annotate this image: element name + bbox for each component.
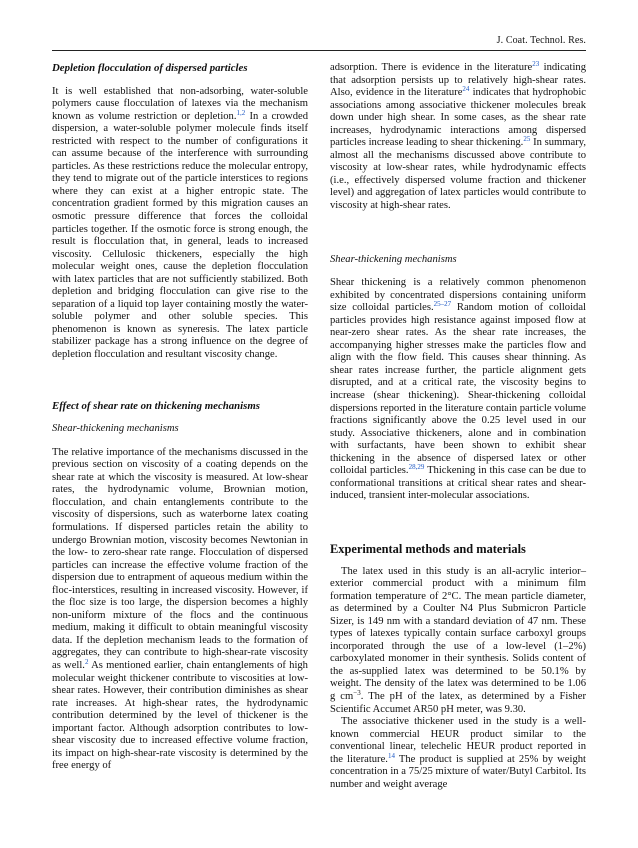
citation-link[interactable]: 28,29: [408, 463, 425, 472]
paragraph-latex: The latex used in this study is an all-acrylic interior–exterior commercial product with a minimum film formation temperature of 2°C. The mean particle diameter, as determined by a Coulter N4 Plus Submicron Particle Sizer, is 149 nm with a standard deviation of 47 nm. These types of latexes typically contain surface carboxyl groups incorporated through the use of a low-level (1–2%) carboxylated monomer in their synthesis. Solids content of the as-supplied latex was determined to be 50.1% by weight. The density of the latex was determined to be 1.06 g $cm^{-3}$. The pH of the latex, as determined by a Fisher Scientific Accumet AR50 pH meter, was 9.30.: [330, 565, 587, 715]
citation-link[interactable]: 25–27: [433, 300, 452, 309]
heading-depletion-flocculation: Depletion flocculation of dispersed particles: [52, 62, 248, 74]
paragraph-depletion: It is well established that non-adsorbing, water-soluble polymers cause flocculation of latexes via the mechanism known as volume restriction or depletion.$^{1,2}$ In a crowded dispersion, a water-soluble polymer molecule finds itself restricted with respect to the number of configurations it can assume because of the interference with surrounding particles. As these restrictions reduce the molecular entropy, they tend to migrate out of the particle interstices to regions where they can exist at a higher entropic state. The concentration gradient formed by this migration causes an osmotic pressure difference that forces the colloidal particles together. If the osmotic force is strong enough, the result is flocculation that, in general, leads to increased viscosity. Cellulosic thickeners, especially the high molecular weight ones, cause the depletion flocculation with latex particles that are not sufficiently stabilized. Both depletion and bridging flocculation can give rise to the separation of a liquid top layer containing mostly the water-soluble polymer and other soluble species. This phenomenon is known as syneresis. The latex particle stabilizer package has a strong influence on the degree of depletion flocculation and resultant viscosity change.: [52, 85, 308, 361]
heading-experimental-methods: Experimental methods and materials: [330, 541, 526, 556]
paragraph-shear-thickening: Shear thickening is a relatively common phenomenon exhibited by concentrated dispersions containing uniform size colloidal particles.$^{25-27}$ Random motion of colloidal particles provides high resistance against imposed flow at near-zero shear rates. As the shear rate increases, the accompanying higher stresses make the particles flow and align with the flow field. This causes shear thinning. As shear rates increase further, the particle alignment gets disrupted, and at a critical rate, the viscosity begins to increase (shear thickening). Shear-thickening colloidal dispersions reported in the literature contain particle volume fractions significantly above the 0.25 level used in our study. Associative thickeners, alone and in combination with surfactants, have been shown to exhibit shear thickening in the absence of dispersed latex or other colloidal particles.$^{28,29}$ Thickening in this case can be due to conformational transitions at critical shear rates and shear-induced, transient inter-molecular associations.: [330, 277, 586, 502]
right-column: [330, 62, 586, 791]
citation-link[interactable]: 1,2: [236, 108, 246, 117]
citation-link[interactable]: 14: [387, 751, 395, 760]
heading-shear-rate-effect: Effect of shear rate on thickening mechanisms: [52, 399, 260, 412]
unit-exponent: −3: [353, 688, 361, 697]
paragraph-shear-rate: The relative importance of the mechanisms discussed in the previous section on viscosity of a coating depends on the shear rate at which the viscosity is measured. At low-shear rates, the hydrodynamic volume, Brownian motion, flocculation, and chain entanglements contribute to the viscosity of dispersions, such as waterborne latex coating formulations. If dispersed particles retain the ability to undergo Brownian motion, viscosity becomes Newtonian in the low- to zero-shear rate range. Flocculation of dispersed particles can increase the effective volume fraction of the dispersion due to entrapment of aqueous medium within the floc-interstices, resulting in increased viscosity. However, if the floc size is too large, the dispersion becomes a highly non-uniform mixture of the flocs and the continuous medium, making it difficult to obtain meaningful viscosity data. If the depletion mechanism leads to the formation of aggregates, they can contribute to high-shear-rate viscosity as well.$^2$ As mentioned earlier, chain entanglements of high molecular weight thickener contribute to viscosities at low-shear rates. However, their contribution diminishes as shear rate increases. At high-shear rates, the hydrodynamic contribution determined by the level of thickener is the important factor. Although adsorption contributes to low-shear viscosity due to increased effective volume fraction, its impact on high-shear-rate viscosity is determined by the free energy of: [52, 446, 308, 772]
citation-link[interactable]: 24: [462, 85, 470, 94]
heading-shear-thickening-left: Shear-thickening mechanisms: [52, 423, 179, 435]
citation-link[interactable]: 2: [84, 657, 89, 666]
running-head: J. Coat. Technol. Res.: [496, 35, 586, 46]
citation-link[interactable]: 25: [523, 135, 531, 144]
paragraph-adsorption: adsorption. There is evidence in the literature$^{23}$ indicating that adsorption persists up to relatively high-shear rates. Also, evidence in the literature$^{24}$ indicates that hydrophobic associations among associative thickener molecules break down under high shear. In some cases, as the shear rate increases, hydrodynamic interactions among dispersed particles increase leading to shear thickening.$^{25}$ In summary, almost all the mechanisms discussed above contribute to viscosity at low-shear rates, while hydrodynamic effects (i.e., effectively dispersed volume fraction and thickener level) and aggregation of latex particles would contribute to viscosity at high-shear rates.: [330, 60, 587, 212]
heading-shear-thickening-right: Shear-thickening mechanisms: [330, 253, 457, 265]
citation-link[interactable]: 23: [532, 60, 540, 68]
header-rule: [52, 50, 586, 51]
left-column: [52, 62, 308, 773]
paragraph-thickener: The associative thickener used in the study is a well-known commercial HEUR product similar to the conventional linear, telechelic HEUR product reported in the literature.$^{14}$ The product is supplied at 25% by weight concentration in a 75/25 mixture of water/Butyl Carbitol. Its number and weight average: [330, 716, 586, 790]
